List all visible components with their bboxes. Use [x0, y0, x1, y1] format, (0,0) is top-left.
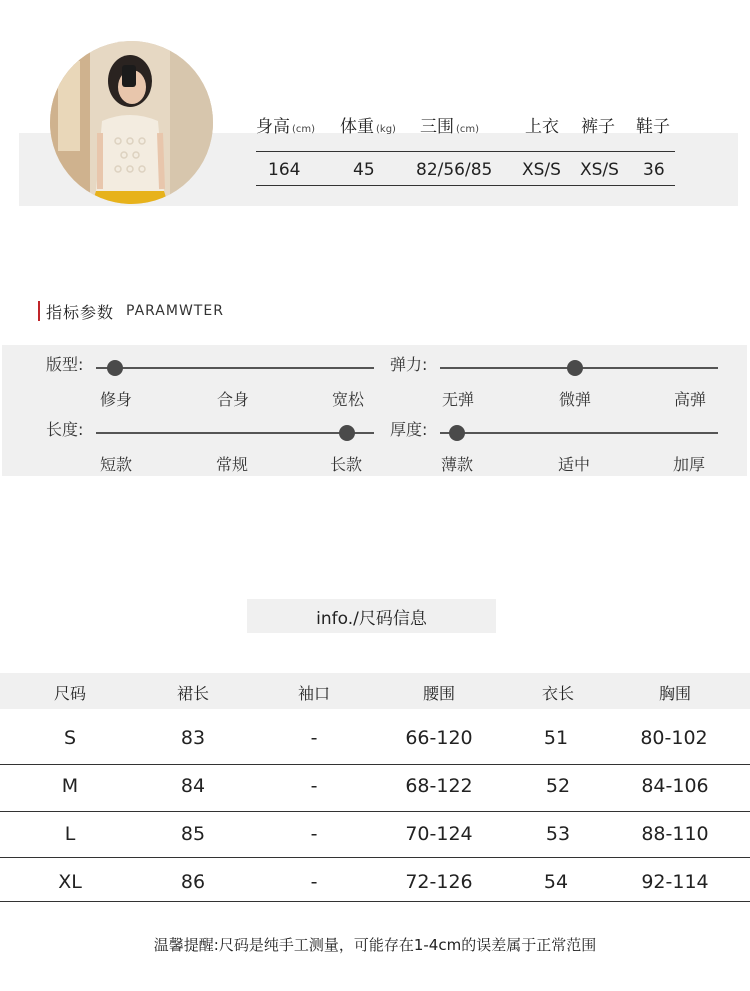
model-header-height: 身高 (cm) — [256, 117, 316, 137]
param-label-elasticity: 弹力: — [390, 355, 428, 374]
size-cell: 66-120 — [405, 727, 473, 749]
model-value-pants: XS/S — [580, 160, 619, 180]
size-col-cuff: 袖口 — [297, 684, 331, 703]
model-value-height: 164 — [268, 160, 301, 180]
size-cell: 86 — [180, 871, 206, 893]
param-option-thickness-3: 加厚 — [672, 455, 706, 474]
model-photo-image — [50, 41, 213, 204]
size-cell: M — [61, 775, 79, 797]
size-cell: 51 — [543, 727, 569, 749]
param-track-thickness — [440, 432, 718, 434]
size-cell: 84 — [180, 775, 206, 797]
size-row-divider — [0, 811, 750, 812]
model-value-measurements: 82/56/85 — [416, 160, 493, 180]
size-cell: 80-102 — [640, 727, 708, 749]
model-header-weight: 体重 (kg) — [340, 117, 396, 137]
size-cell: 52 — [545, 775, 571, 797]
size-cell: - — [310, 871, 318, 893]
params-section-title — [38, 300, 224, 322]
param-option-elasticity-3: 高弹 — [673, 390, 707, 409]
param-option-fit-3: 宽松 — [331, 390, 365, 409]
size-cell: 72-126 — [405, 871, 473, 893]
model-table-top-line — [256, 151, 675, 152]
model-header-measurements: 三围 (cm) — [420, 117, 480, 137]
model-value-weight: 45 — [353, 160, 375, 180]
param-marker-elasticity — [567, 360, 583, 376]
size-cell: XL — [58, 871, 82, 893]
size-cell: 83 — [180, 727, 206, 749]
size-col-skirt-length: 裙长 — [176, 684, 210, 703]
size-cell: - — [310, 823, 318, 845]
size-cell: 68-122 — [405, 775, 473, 797]
size-cell: 88-110 — [641, 823, 709, 845]
param-option-length-2: 常规 — [215, 455, 249, 474]
param-marker-thickness — [449, 425, 465, 441]
size-row-divider — [0, 857, 750, 858]
size-row-divider — [0, 764, 750, 765]
param-option-fit-1: 修身 — [99, 390, 133, 409]
size-col-chest: 胸围 — [658, 684, 692, 703]
model-table-bottom-line — [256, 185, 675, 186]
param-marker-length — [339, 425, 355, 441]
size-col-waist: 腰围 — [422, 684, 456, 703]
size-cell: 85 — [180, 823, 206, 845]
param-option-length-1: 短款 — [99, 455, 133, 474]
model-value-shoes: 36 — [643, 160, 665, 180]
size-table-header-band — [0, 673, 750, 709]
size-cell: - — [310, 775, 318, 797]
params-title-en: PARAMWTER — [126, 303, 224, 319]
title-accent-bar — [38, 301, 40, 321]
param-label-fit: 版型: — [46, 355, 84, 374]
model-header-shoes: 鞋子 — [636, 117, 670, 137]
model-avatar — [50, 41, 213, 204]
param-option-elasticity-1: 无弹 — [441, 390, 475, 409]
params-title-cn: 指标参数 — [46, 302, 115, 322]
size-cell: 84-106 — [641, 775, 709, 797]
size-cell: S — [63, 727, 77, 749]
param-option-fit-2: 合身 — [216, 390, 250, 409]
size-cell: 70-124 — [405, 823, 473, 845]
measurement-note: 温馨提醒:尺码是纯手工测量，可能存在1-4cm的误差属于正常范围 — [153, 936, 597, 954]
size-row-divider — [0, 901, 750, 902]
param-option-thickness-2: 适中 — [557, 455, 591, 474]
size-cell: L — [64, 823, 76, 845]
param-marker-fit — [107, 360, 123, 376]
size-cell: 92-114 — [641, 871, 709, 893]
size-cell: 54 — [543, 871, 569, 893]
size-col-size: 尺码 — [53, 684, 87, 703]
size-cell: - — [310, 727, 318, 749]
model-header-pants: 裤子 — [581, 117, 615, 137]
model-value-top: XS/S — [522, 160, 561, 180]
param-track-length — [96, 432, 374, 434]
param-option-elasticity-2: 微弹 — [558, 390, 592, 409]
size-col-garment-length: 衣长 — [541, 684, 575, 703]
model-header-top: 上衣 — [525, 117, 559, 137]
param-label-thickness: 厚度: — [390, 420, 428, 439]
param-label-length: 长度: — [46, 420, 84, 439]
size-info-title: info./尺码信息 — [247, 599, 496, 633]
param-track-fit — [96, 367, 374, 369]
size-cell: 53 — [545, 823, 571, 845]
param-option-length-3: 长款 — [329, 455, 363, 474]
param-option-thickness-1: 薄款 — [440, 455, 474, 474]
